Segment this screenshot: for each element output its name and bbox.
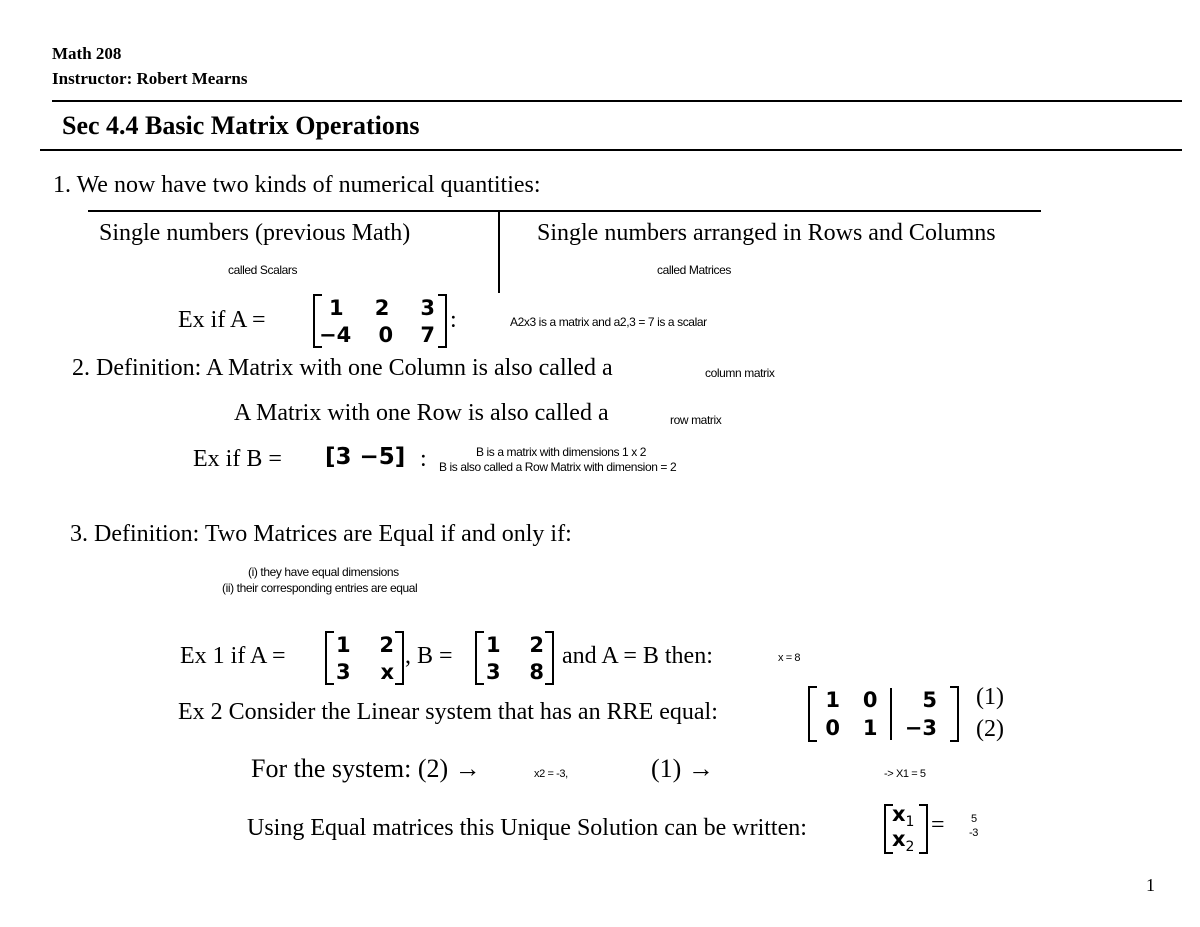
matrix-note: called Matrices <box>657 263 732 277</box>
matrix-a-2x3 <box>313 294 447 348</box>
ex1-suffix: and A = B then: <box>562 643 713 669</box>
matrix-a-entry: 3 <box>420 295 435 320</box>
example1-note: A2x3 is a matrix and a2,3 = 7 is a scalar <box>510 315 707 329</box>
scalar-heading: Single numbers (previous Math) <box>99 220 411 246</box>
table-rule <box>88 210 1041 212</box>
ex2-augmented-matrix <box>808 686 959 742</box>
table-divider <box>498 211 500 293</box>
solution-vector <box>884 804 928 854</box>
equal-condition-1: (i) they have equal dimensions <box>248 565 399 579</box>
ex1-matrix-a <box>325 631 404 685</box>
matrix-a-entry: 7 <box>420 322 435 347</box>
course-title: Math 208 <box>52 44 122 63</box>
ex1-matrix-b-entry: 8 <box>529 659 544 684</box>
system-mid: (1) → <box>651 754 714 783</box>
rre-entry: 0 <box>825 716 840 740</box>
header-rule-bottom <box>40 149 1182 151</box>
example2-note-row-matrix: B is also called a Row Matrix with dimension = 2 <box>439 460 677 474</box>
example1-colon: : <box>450 307 457 333</box>
ex1-matrix-b-entry: 3 <box>486 659 501 684</box>
matrix-a-entry: 0 <box>378 322 394 347</box>
section-title: Sec 4.4 Basic Matrix Operations <box>62 111 420 140</box>
ex1-matrix-b-entry: 1 <box>486 632 501 657</box>
ex1-matrix-b-entry: 2 <box>529 632 544 657</box>
rre-entry: 5 <box>922 688 937 712</box>
definition-equal-matrices: 3. Definition: Two Matrices are Equal if and only if: <box>70 521 572 547</box>
matrix-heading: Single numbers arranged in Rows and Columns <box>537 220 996 246</box>
item1-heading: 1. We now have two kinds of numerical quantities: <box>53 172 541 198</box>
column-matrix-note: column matrix <box>705 366 775 380</box>
example2-colon: : <box>420 446 427 472</box>
definition-row-matrix: A Matrix with one Row is also called a <box>234 400 609 426</box>
matrix-a-entry: 1 <box>329 295 344 320</box>
instructor-name: Instructor: Robert Mearns <box>52 69 248 88</box>
rre-entry: 1 <box>825 688 840 712</box>
row-matrix-note: row matrix <box>670 413 722 427</box>
solution-equals: = <box>931 812 945 838</box>
solution-value-2: -3 <box>969 827 978 839</box>
equation-label-2: (2) <box>976 716 1004 742</box>
example1-prefix: Ex if A = <box>178 307 266 333</box>
rre-entry: 0 <box>862 688 878 712</box>
definition-column-matrix: 2. Definition: A Matrix with one Column is also called a <box>72 355 613 381</box>
matrix-b-row: [3 −5] <box>325 444 406 470</box>
vector-entry-x2: $x_2$ <box>892 827 915 856</box>
vector-entry-x1: $x_1$ <box>892 802 915 831</box>
ex1-mid: , B = <box>405 643 453 669</box>
ex1-prefix: Ex 1 if A = <box>180 643 286 669</box>
solution-text: Using Equal matrices this Unique Solution can be written: <box>247 815 807 841</box>
rre-entry: 1 <box>862 716 878 740</box>
ex1-matrix-a-entry: 3 <box>336 659 351 684</box>
ex1-matrix-b <box>475 631 554 685</box>
page-number: 1 <box>1146 875 1155 895</box>
rre-entry: −3 <box>904 716 937 740</box>
ex1-answer: x = 8 <box>778 652 801 664</box>
header-rule-top <box>52 100 1182 102</box>
augment-divider <box>890 688 892 740</box>
equal-condition-2: (ii) their corresponding entries are equal <box>222 581 418 595</box>
scalar-note: called Scalars <box>228 263 298 277</box>
system-answer-x2: x2 = -3, <box>534 768 568 780</box>
example2-prefix: Ex if B = <box>193 446 282 472</box>
matrix-a-entry: 2 <box>374 295 390 320</box>
solution-value-1: 5 <box>971 813 977 825</box>
example2-note-dimensions: B is a matrix with dimensions 1 x 2 <box>476 445 647 459</box>
ex2-text: Ex 2 Consider the Linear system that has an RRE equal: <box>178 699 718 725</box>
system-text: For the system: (2) → <box>251 754 481 783</box>
system-answer-x1: -> X1 = 5 <box>884 768 926 780</box>
ex1-matrix-a-entry: 2 <box>379 632 394 657</box>
equation-label-1: (1) <box>976 684 1004 710</box>
ex1-matrix-a-entry: x <box>380 659 394 684</box>
matrix-a-entry: −4 <box>319 322 352 347</box>
ex1-matrix-a-entry: 1 <box>336 632 351 657</box>
